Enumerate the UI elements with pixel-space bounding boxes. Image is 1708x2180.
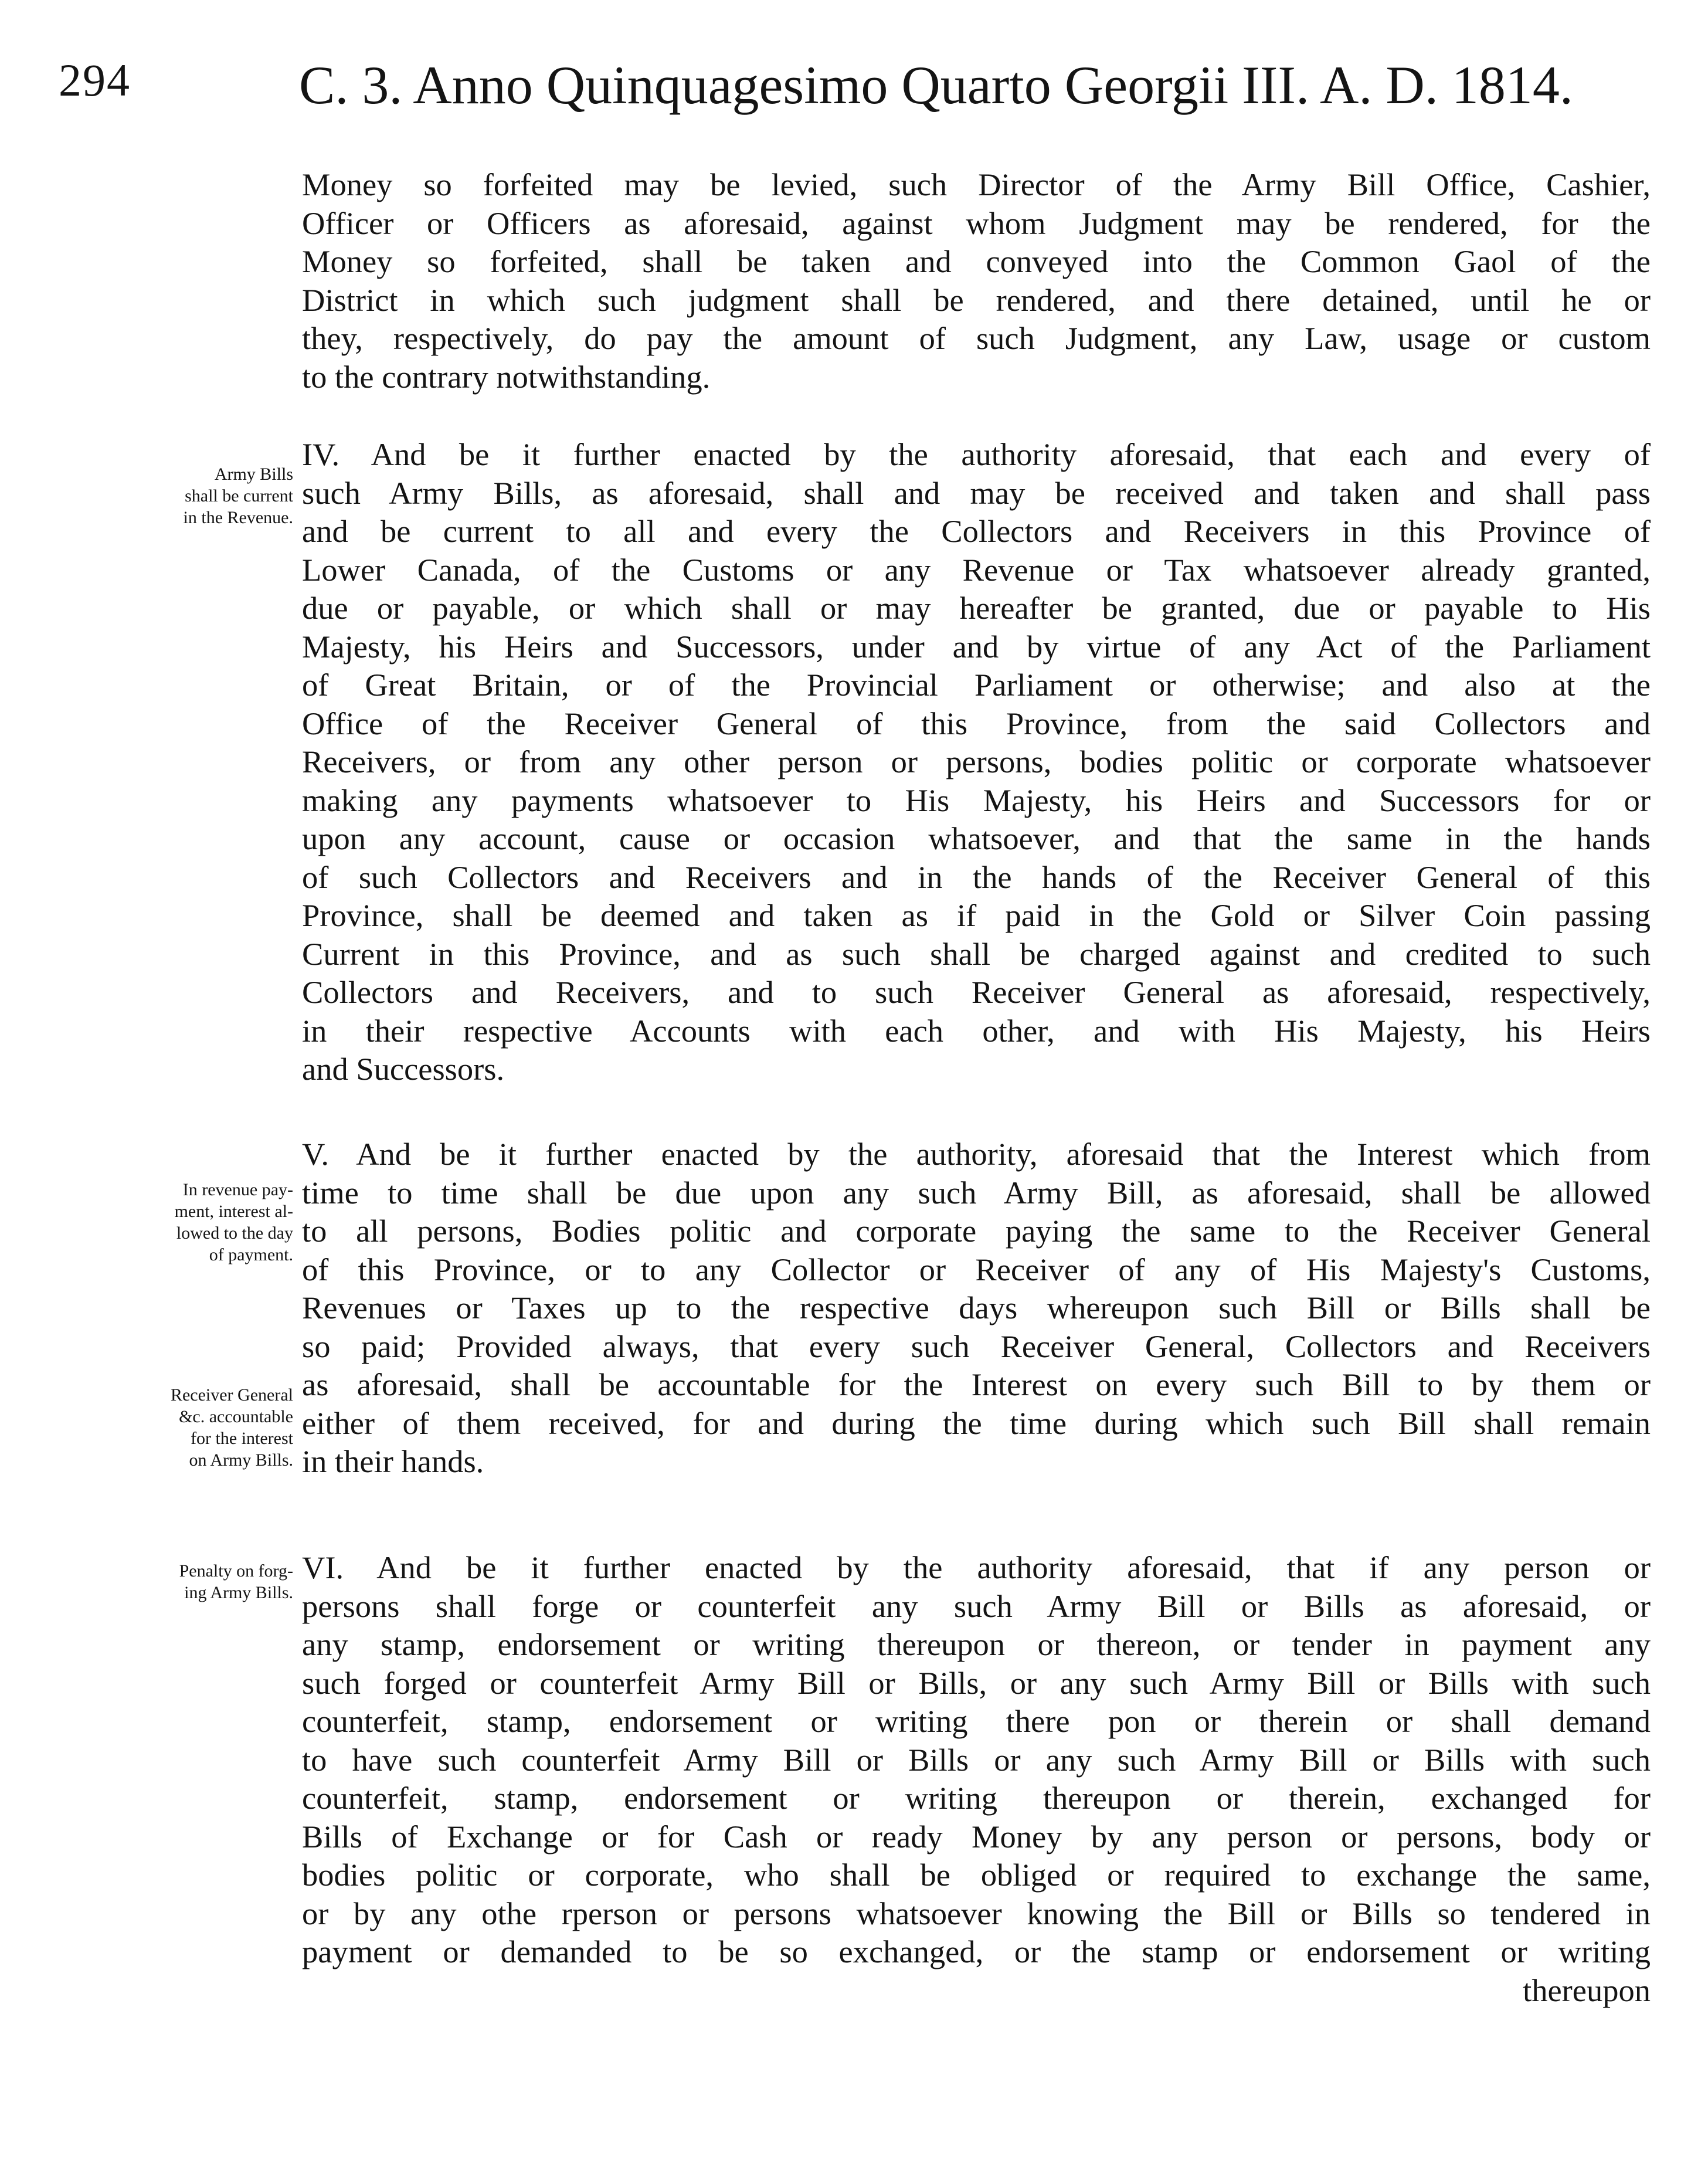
text-line: such Army Bills, as aforesaid, shall and may be received and taken and shall pass: [302, 474, 1651, 511]
text-line: VI. And be it further enacted by the authority aforesaid, that if any person or: [302, 1550, 1651, 1585]
text-line: in their respective Accounts with each other, and with His Majesty, his Heirs: [302, 1012, 1651, 1049]
text-line: bodies politic or corporate, who shall be obliged or required to exchange the same,: [302, 1857, 1651, 1893]
margin-note-line: of payment.: [209, 1245, 293, 1264]
text-line: V. And be it further enacted by the authority, aforesaid that the Interest which from: [302, 1136, 1651, 1172]
page-number: 294: [59, 55, 131, 106]
margin-note-interest-allowed: [85, 1179, 293, 1266]
margin-note-line: ing Army Bills.: [184, 1583, 293, 1602]
text-line: Officer or Officers as aforesaid, against whom Judgment may be rendered, for the: [302, 205, 1651, 241]
text-line: counterfeit, stamp, endorsement or writing there pon or therein or shall demand: [302, 1703, 1651, 1739]
margin-note-line: &c. accountable: [179, 1407, 293, 1426]
text-line: of Great Britain, or of the Provincial Parliament or otherwise; and also at the: [302, 667, 1651, 703]
text-line: to the contrary notwithstanding.: [302, 358, 711, 395]
margin-note-line: for the interest: [191, 1429, 293, 1448]
margin-note-receiver-accountable: [85, 1384, 293, 1471]
text-line: upon any account, cause or occasion whatsoever, and that the same in the hands: [302, 821, 1651, 856]
margin-note-line: Army Bills: [214, 465, 293, 484]
text-line: IV. And be it further enacted by the authority aforesaid, that each and every of: [302, 436, 1651, 472]
text-line: Bills of Exchange or for Cash or ready Money by any person or persons, body or: [302, 1818, 1651, 1854]
text-line: Office of the Receiver General of this Province, from the said Collectors and: [302, 705, 1651, 741]
margin-note-army-bills-current: [85, 463, 293, 528]
margin-note-line: Penalty on forg-: [179, 1561, 293, 1581]
text-line: persons shall forge or counterfeit any such Army Bill or Bills as aforesaid, or: [302, 1588, 1651, 1624]
text-line: in their hands.: [302, 1443, 484, 1479]
continued-paragraph: [302, 165, 1651, 396]
text-line: making any payments whatsoever to His Majesty, his Heirs and Successors for or: [302, 782, 1651, 818]
text-line: Collectors and Receivers, and to such Receiver General as aforesaid, respectively,: [302, 974, 1651, 1010]
text-line: and Successors.: [302, 1051, 505, 1087]
margin-note-line: Receiver General: [170, 1385, 293, 1405]
text-line: due or payable, or which shall or may hereafter be granted, due or payable to His: [302, 590, 1651, 626]
text-line: to all persons, Bodies politic and corporate paying the same to the Receiver General: [302, 1213, 1651, 1249]
text-line: so paid; Provided always, that every such Receiver General, Collectors and Receivers: [302, 1328, 1651, 1364]
text-line: payment or demanded to be so exchanged, or the stamp or endorsement or writing: [302, 1934, 1651, 1969]
margin-note-line: in the Revenue.: [183, 508, 293, 527]
margin-note-line: lowed to the day: [176, 1223, 293, 1243]
margin-note-line: on Army Bills.: [189, 1450, 293, 1470]
text-line: as aforesaid, shall be accountable for the Interest on every such Bill to by them or: [302, 1367, 1651, 1402]
text-line: either of them received, for and during the time during which such Bill shall remain: [302, 1405, 1651, 1441]
text-line: of this Province, or to any Collector or Receiver of any of His Majesty's Customs,: [302, 1251, 1651, 1287]
text-line: Money so forfeited, shall be taken and conveyed into the Common Gaol of the: [302, 243, 1651, 279]
text-line: Revenues or Taxes up to the respective days whereupon such Bill or Bills shall be: [302, 1290, 1651, 1325]
section-v: [302, 1135, 1651, 1481]
text-line: Majesty, his Heirs and Successors, under and by virtue of any Act of the Parliament: [302, 628, 1651, 664]
text-line: to have such counterfeit Army Bill or Bills or any such Army Bill or Bills with such: [302, 1741, 1651, 1778]
text-line: of such Collectors and Receivers and in the hands of the Receiver General of this: [302, 859, 1651, 895]
text-line: Lower Canada, of the Customs or any Revenue or Tax whatsoever already granted,: [302, 551, 1651, 588]
margin-note-line: In revenue pay-: [182, 1180, 293, 1199]
text-line: Current in this Province, and as such shall be charged against and credited to such: [302, 935, 1651, 972]
text-line: time to time shall be due upon any such Army Bill, as aforesaid, shall be allowed: [302, 1174, 1651, 1211]
margin-note-penalty-forging: [85, 1560, 293, 1603]
text-line: such forged or counterfeit Army Bill or Bills, or any such Army Bill or Bills with such: [302, 1664, 1651, 1701]
text-line: they, respectively, do pay the amount of such Judgment, any Law, usage or custom: [302, 320, 1651, 356]
text-line: District in which such judgment shall be rendered, and there detained, until he or: [302, 282, 1651, 318]
section-iv: [302, 435, 1651, 1089]
text-line: or by any othe rperson or persons whatsoever knowing the Bill or Bills so tendered in: [302, 1895, 1651, 1931]
text-line: Money so forfeited may be levied, such Director of the Army Bill Office, Cashier,: [302, 167, 1651, 202]
text-line: and be current to all and every the Collectors and Receivers in this Province of: [302, 513, 1651, 549]
margin-note-line: ment, interest al-: [174, 1202, 293, 1221]
catchword: thereupon: [1523, 1972, 1651, 2008]
text-line: Province, shall be deemed and taken as if paid in the Gold or Silver Coin passing: [302, 897, 1651, 933]
running-head: C. 3. Anno Quinquagesimo Quarto Georgii III. A. D. 1814.: [299, 55, 1573, 115]
text-line: Receivers, or from any other person or persons, bodies politic or corporate whatsoever: [302, 744, 1651, 779]
text-line: counterfeit, stamp, endorsement or writing thereupon or therein, exchanged for: [302, 1780, 1651, 1816]
text-line: any stamp, endorsement or writing thereupon or thereon, or tender in payment any: [302, 1626, 1651, 1662]
section-vi: [302, 1548, 1651, 2009]
margin-note-line: shall be current: [185, 486, 293, 506]
